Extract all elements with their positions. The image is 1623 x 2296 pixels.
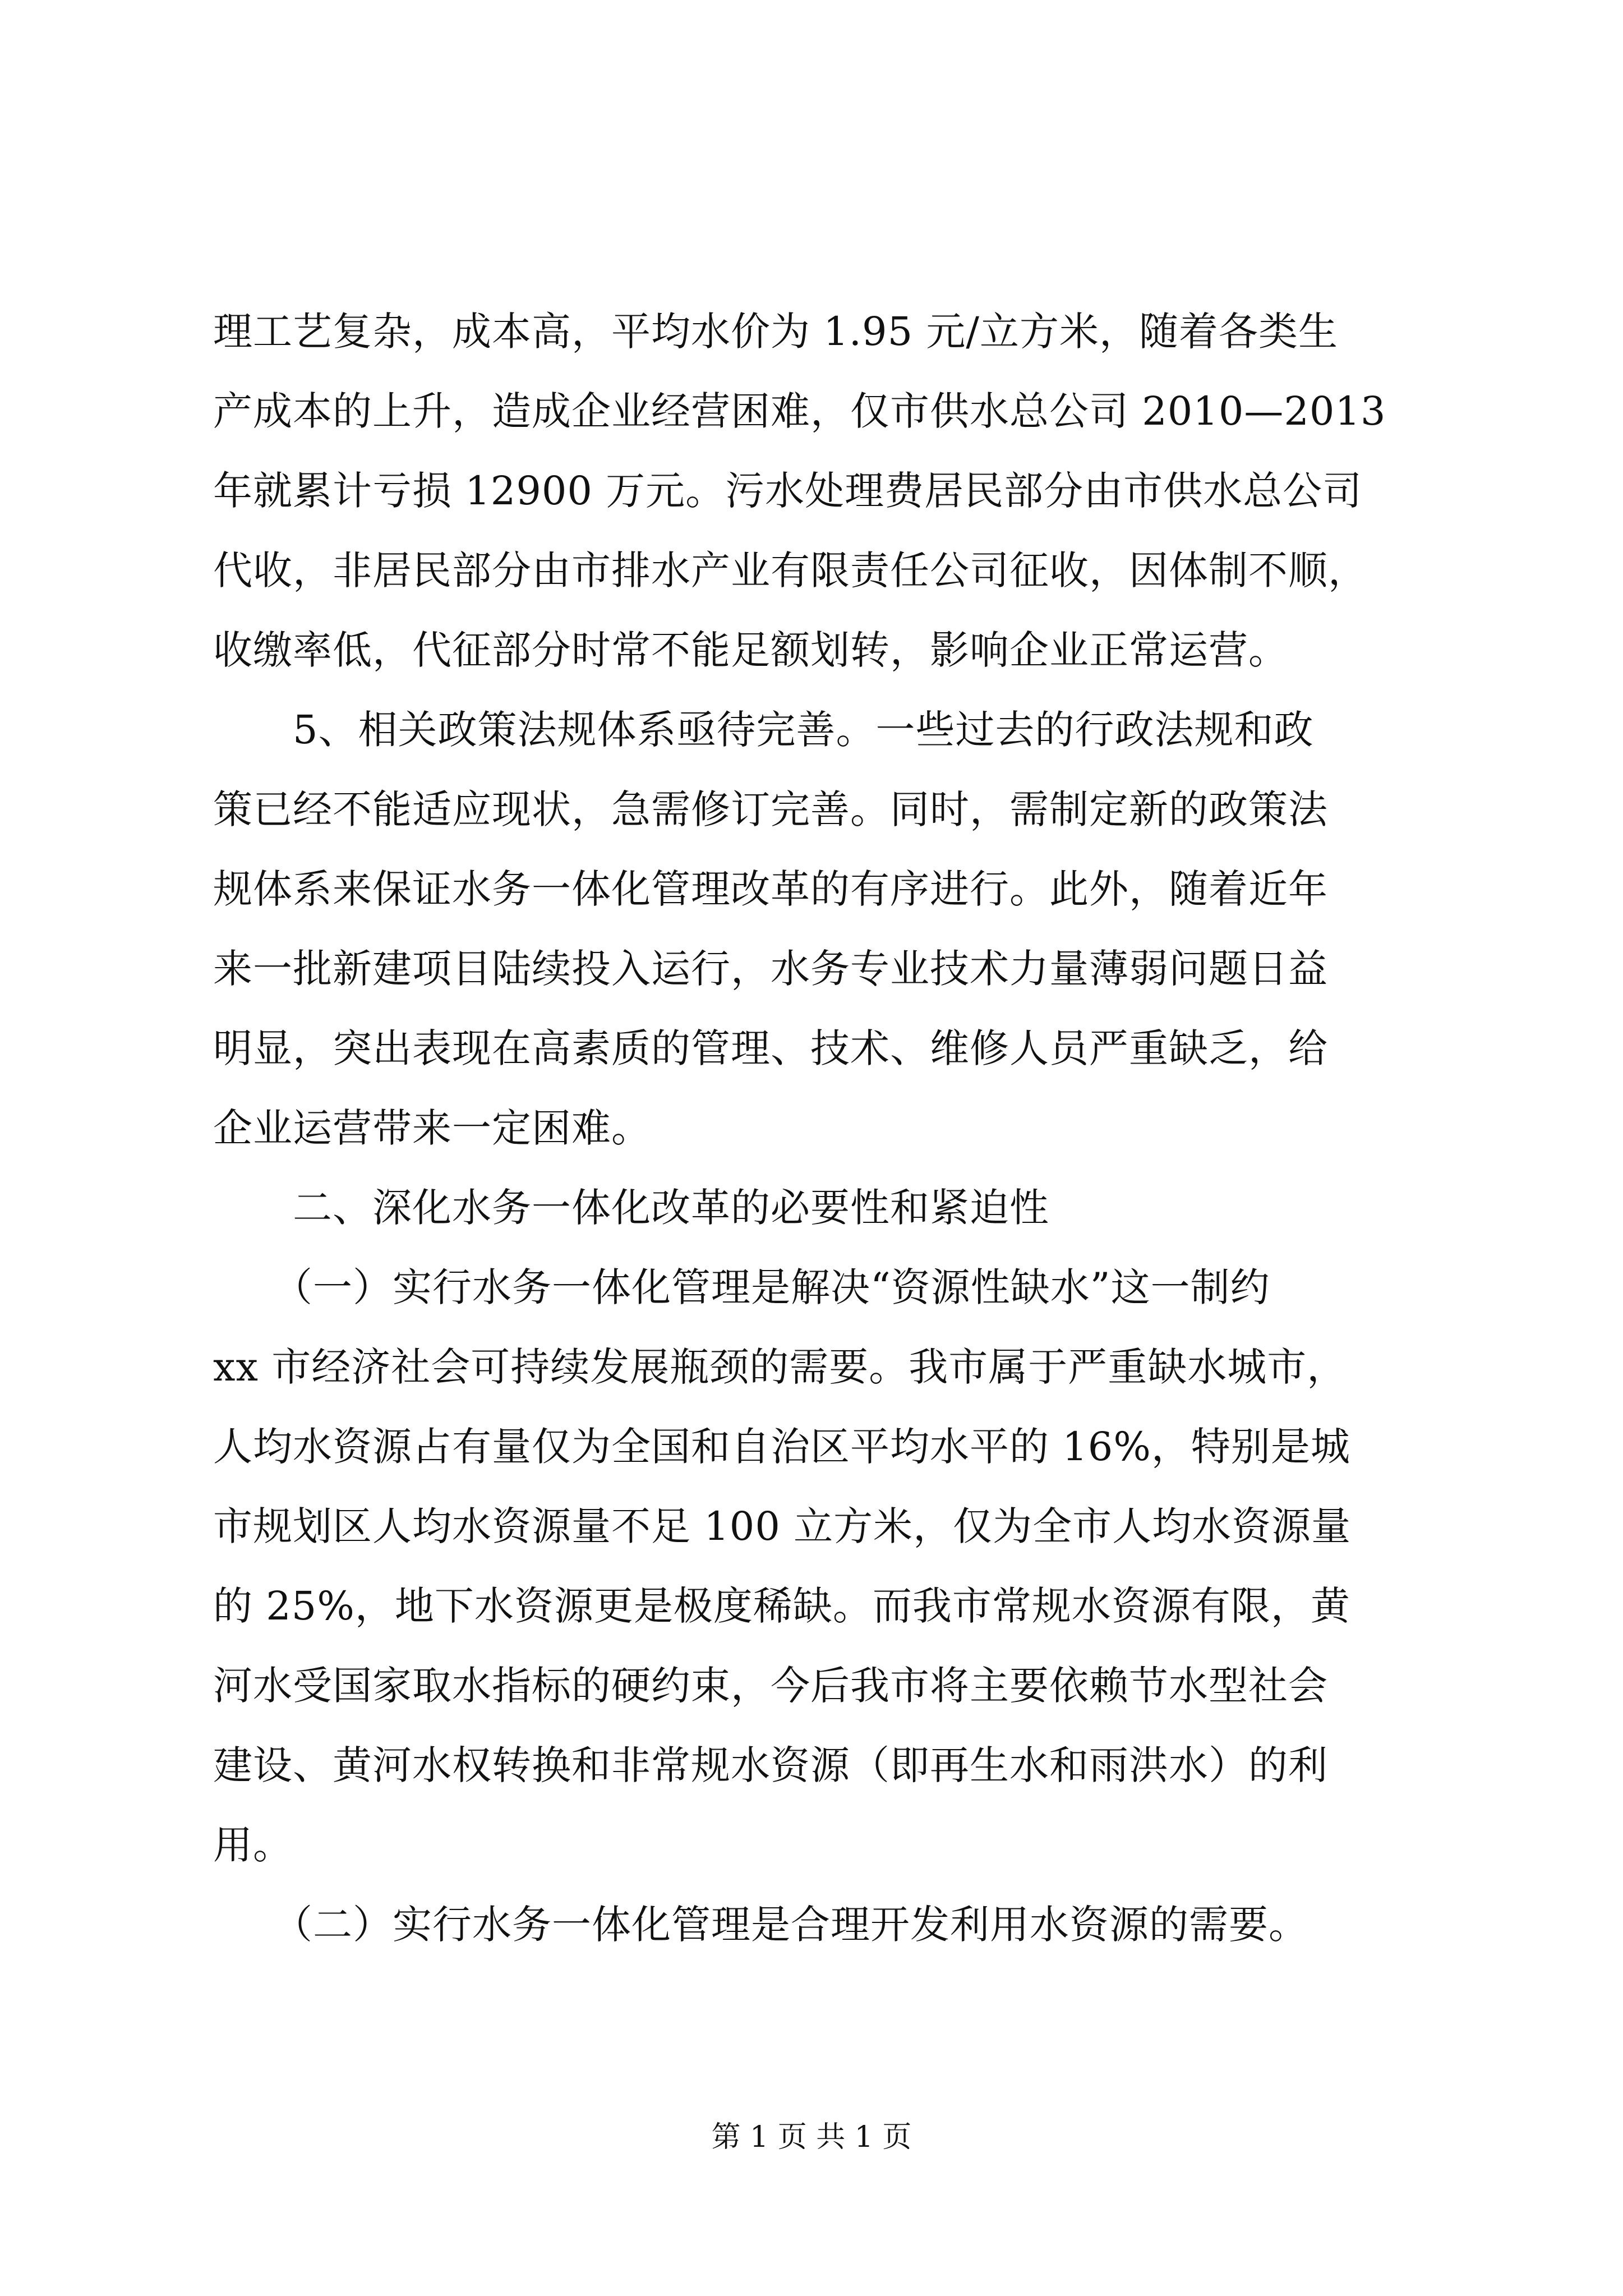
text-line: 用。 [213, 1822, 293, 1868]
text-line: 建设、黄河水权转换和非常规水资源（即再生水和雨洪水）的利 [213, 1742, 1328, 1788]
section-heading: 二、深化水务一体化改革的必要性和紧迫性 [213, 1185, 1049, 1231]
text-line: 5、相关政策法规体系亟待完善。一些过去的行政法规和政 [213, 707, 1314, 753]
text-line: 明显，突出表现在高素质的管理、技术、维修人员严重缺乏，给 [213, 1025, 1328, 1071]
text-line: 收缴率低，代征部分时常不能足额划转，影响企业正常运营。 [213, 627, 1288, 673]
text-line: 市规划区人均水资源量不足 100 立方米，仅为全市人均水资源量 [213, 1503, 1352, 1549]
text-line: 人均水资源占有量仅为全国和自治区平均水平的 16%，特别是城 [213, 1424, 1350, 1470]
page-footer: 第 1 页 共 1 页 [711, 2120, 912, 2154]
text-line: 来一批新建项目陆续投入运行，水务专业技术力量薄弱问题日益 [213, 946, 1328, 992]
text-line: 企业运营带来一定困难。 [213, 1105, 651, 1151]
text-line: 规体系来保证水务一体化管理改革的有序进行。此外，随着近年 [213, 866, 1328, 912]
text-line: xx 市经济社会可持续发展瓶颈的需要。我市属于严重缺水城市， [213, 1344, 1347, 1390]
text-line: 年就累计亏损 12900 万元。污水处理费居民部分由市供水总公司 [213, 468, 1363, 514]
text-line: 产成本的上升，造成企业经营困难，仅市供水总公司 2010—2013 [213, 388, 1386, 434]
text-line: 河水受国家取水指标的硬约束，今后我市将主要依赖节水型社会 [213, 1663, 1328, 1709]
text-line: 策已经不能适应现状，急需修订完善。同时，需制定新的政策法 [213, 786, 1328, 832]
body-text [213, 292, 1424, 1964]
text-line: 的 25%，地下水资源更是极度稀缺。而我市常规水资源有限，黄 [213, 1583, 1350, 1629]
text-line: （二）实行水务一体化管理是合理开发利用水资源的需要。 [213, 1902, 1308, 1948]
text-line: 理工艺复杂，成本高，平均水价为 1.95 元/立方米，随着各类生 [213, 309, 1338, 355]
text-line: （一）实行水务一体化管理是解决“资源性缺水”这一制约 [213, 1264, 1270, 1310]
text-line: 代收，非居民部分由市排水产业有限责任公司征收，因体制不顺， [213, 547, 1368, 593]
